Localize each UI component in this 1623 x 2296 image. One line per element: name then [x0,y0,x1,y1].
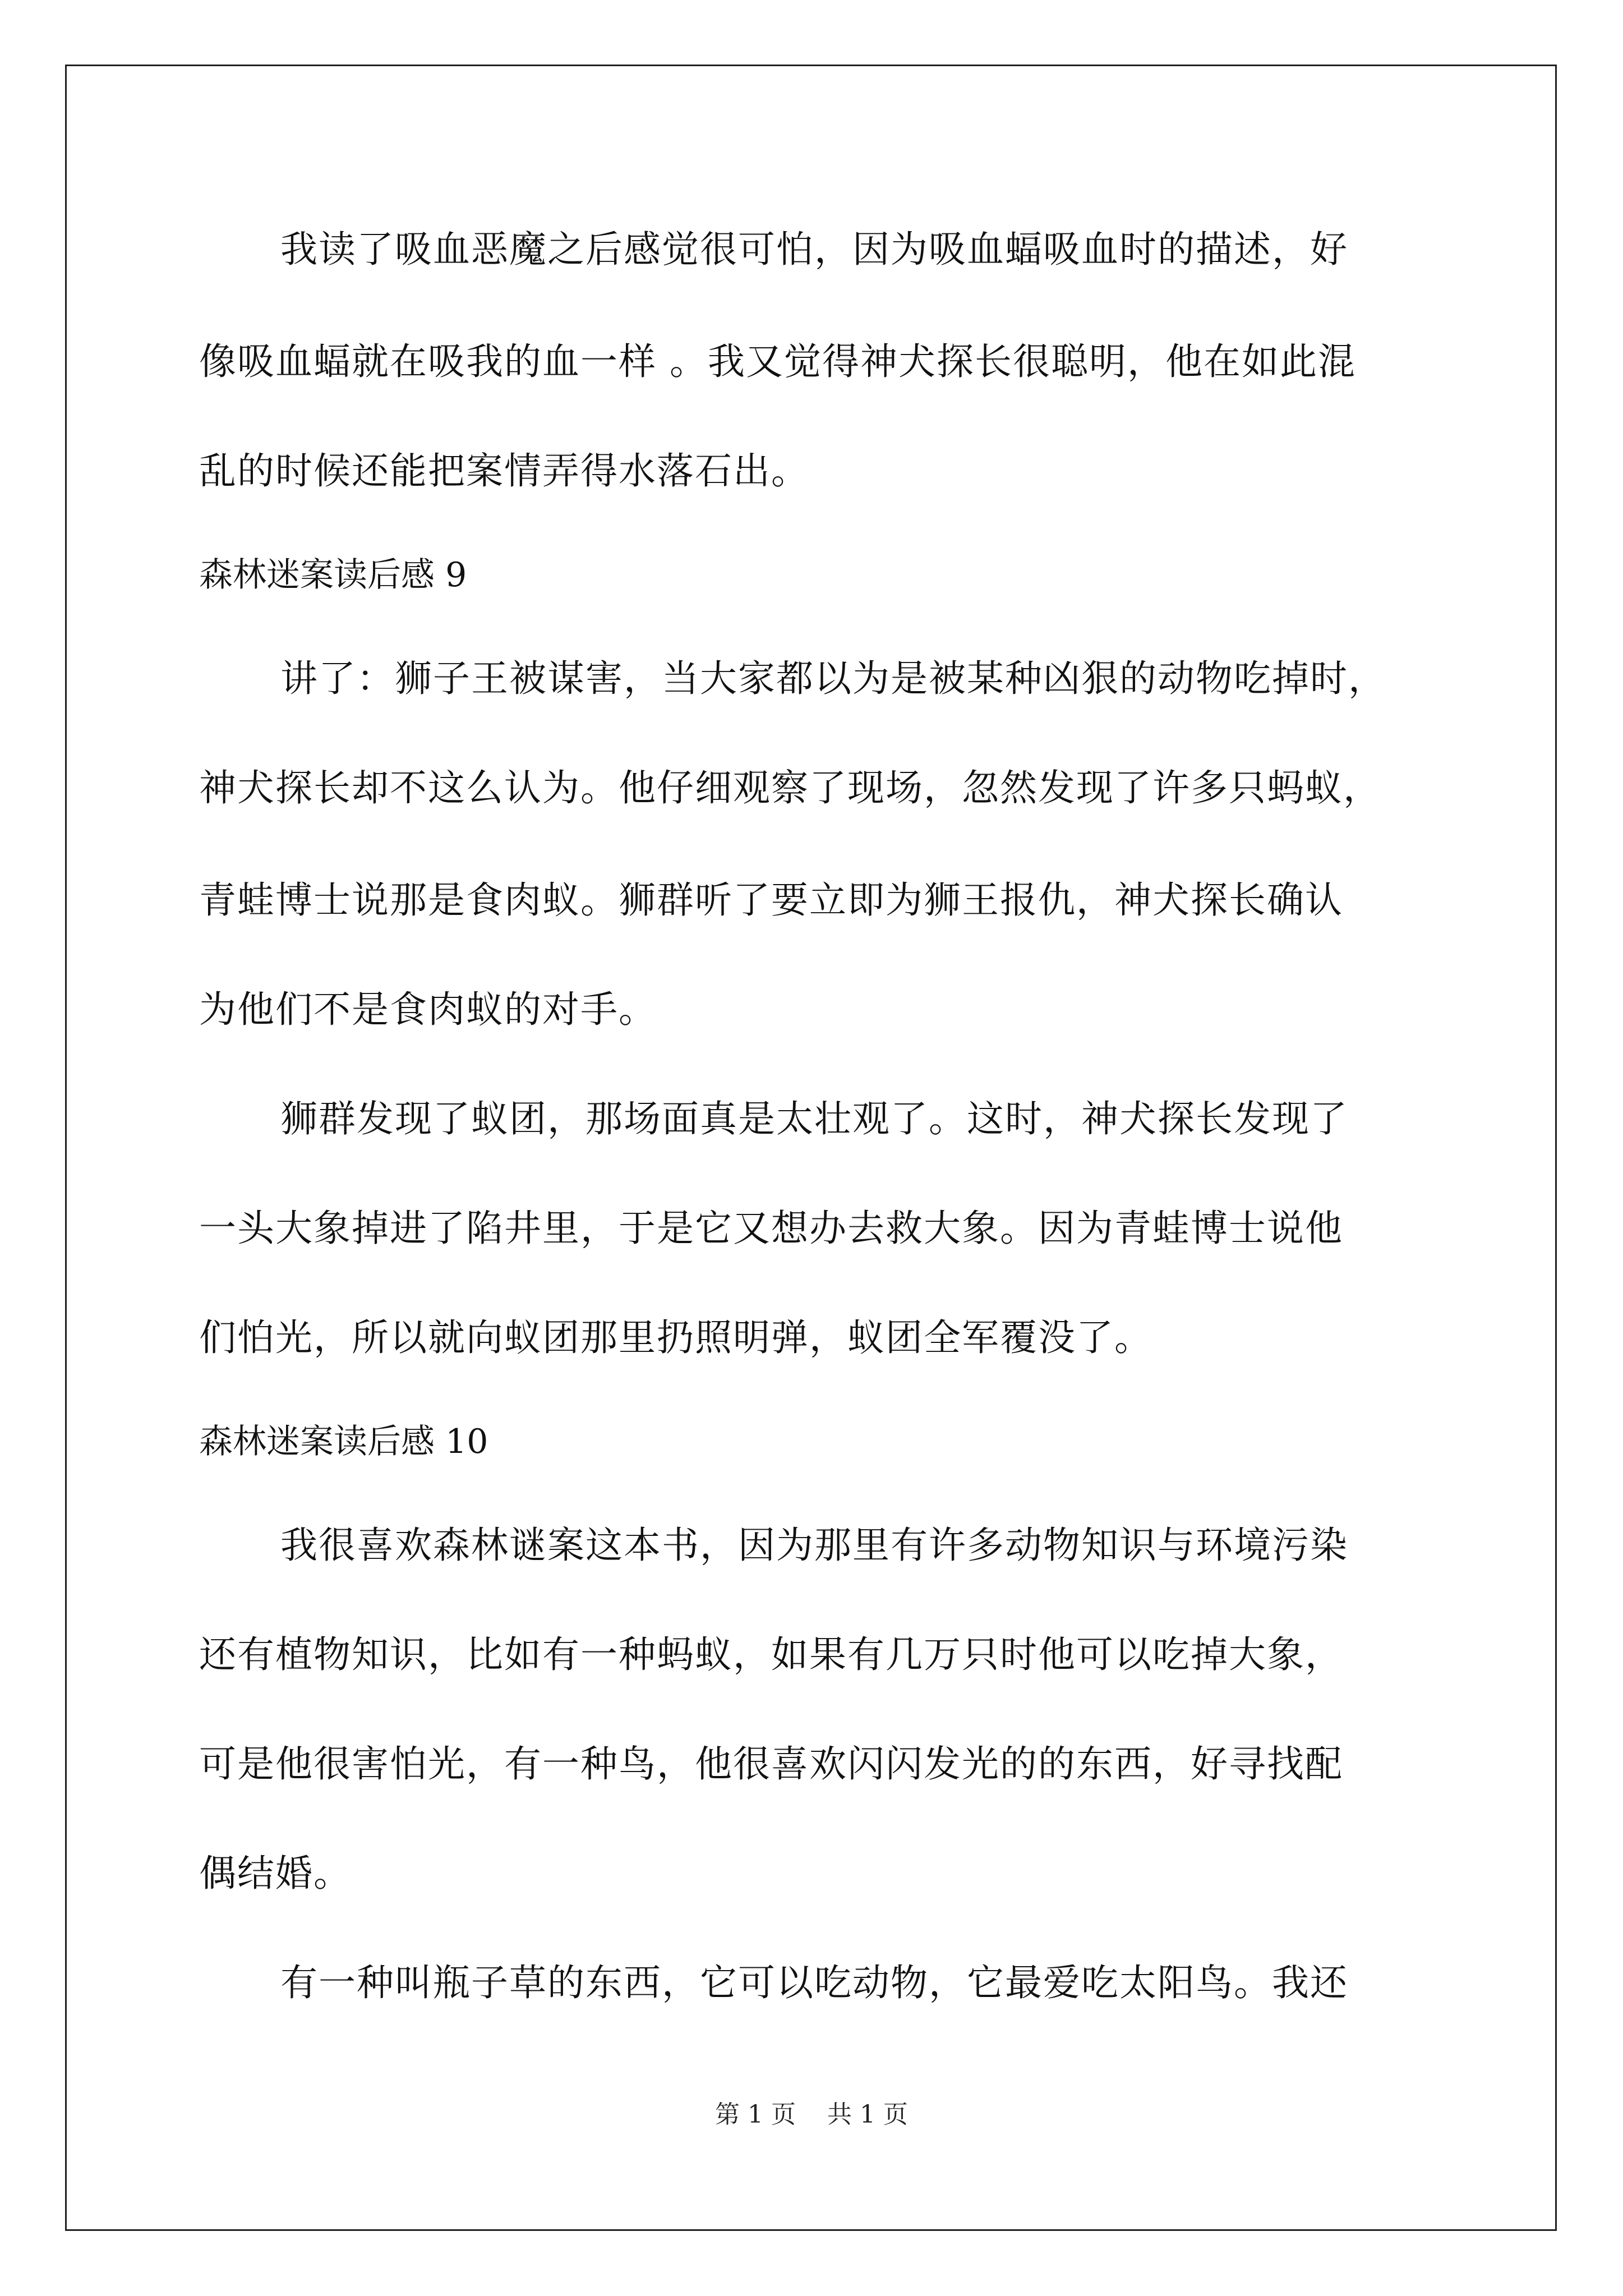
paragraph-line: 为他们不是食肉蚁的对手。 [199,988,657,1031]
paragraph-line: 有一种叫瓶子草的东西，它可以吃动物，它最爱吃太阳鸟。我还 [280,1961,1348,2004]
section-heading: 森林迷案读后感 9 [199,555,467,595]
paragraph-line: 我读了吸血恶魔之后感觉很可怕，因为吸血蝠吸血时的描述，好 [280,228,1348,271]
paragraph-line: 偶结婚。 [199,1852,352,1895]
paragraph-line: 讲了：狮子王被谋害，当大家都以为是被某种凶狠的动物吃掉时， [280,657,1386,700]
paragraph-line: 像吸血蝠就在吸我的血一样 。我又觉得神犬探长很聪明，他在如此混 [199,340,1356,383]
paragraph-line: 可是他很害怕光，有一种鸟，他很喜欢闪闪发光的的东西，好寻找配 [199,1742,1343,1786]
page-footer: 第 1 页 共 1 页 [715,2100,908,2129]
paragraph-line: 一头大象掉进了陷井里，于是它又想办去救大象。因为青蛙博士说他 [199,1207,1343,1250]
paragraph-line: 们怕光，所以就向蚁团那里扔照明弹，蚁团全军覆没了。 [199,1316,1152,1359]
paragraph-line: 乱的时候还能把案情弄得水落石出。 [199,449,809,493]
section-heading: 森林迷案读后感 10 [199,1422,488,1461]
page-border [65,65,1557,2231]
paragraph-line: 神犬探长却不这么认为。他仔细观察了现场，忽然发现了许多只蚂蚁， [199,766,1381,809]
paragraph-line: 狮群发现了蚁团，那场面真是太壮观了。这时，神犬探长发现了 [280,1097,1348,1140]
paragraph-line: 还有植物知识，比如有一种蚂蚁，如果有几万只时他可以吃掉大象， [199,1633,1343,1676]
paragraph-line: 青蛙博士说那是食肉蚁。狮群听了要立即为狮王报仇，神犬探长确认 [199,878,1343,922]
paragraph-line: 我很喜欢森林谜案这本书，因为那里有许多动物知识与环境污染 [280,1524,1348,1567]
